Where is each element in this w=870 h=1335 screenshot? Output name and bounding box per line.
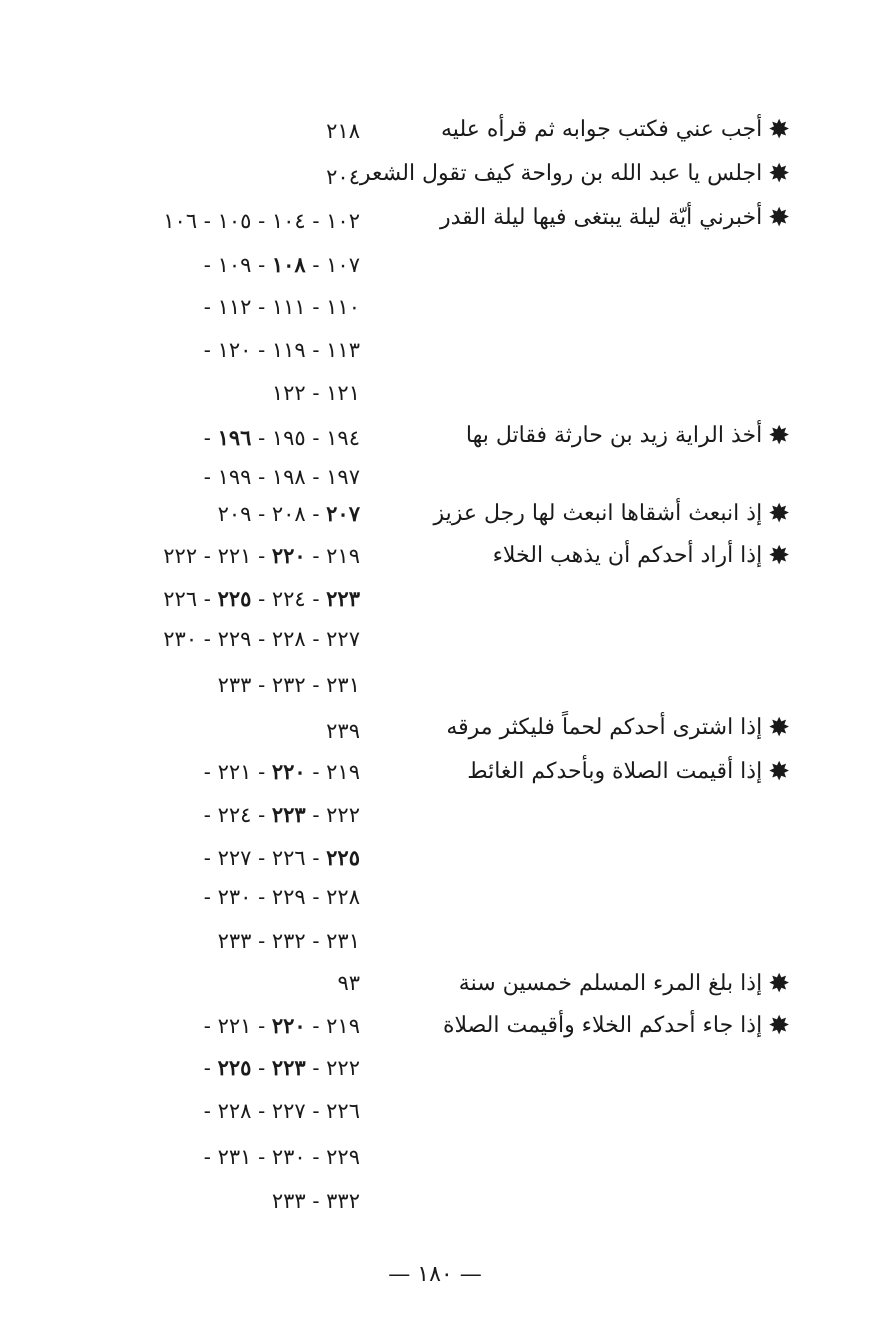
index-entry [370, 542, 790, 571]
bold-page-ref: ٢٢٣ [271, 802, 306, 827]
page-ref-line: ٢٢٩ - ٢٣٠ - ٢٣١ - [203, 1145, 360, 1169]
entry-text: إذا أراد أحدكم أن يذهب الخلاء [492, 543, 763, 568]
page-ref-line: ٢٠٧ - ٢٠٨ - ٢٠٩ [217, 501, 360, 526]
page-ref-line: ١٩٤ - ١٩٥ - ١٩٦ - [203, 425, 360, 450]
page-ref-line: ١٢١ - ١٢٢ [271, 381, 360, 405]
bold-page-ref: ١٩٦ [217, 425, 252, 450]
star-marker-icon: ✸ [768, 541, 790, 571]
page-number: — ١٨٠ — [388, 1262, 482, 1287]
index-entry [370, 714, 790, 743]
bold-page-ref: ٢٢٥ [217, 586, 252, 611]
page-ref-line: ٢٠٤ [326, 165, 360, 189]
bold-page-ref: ٢٢٥ [217, 1055, 252, 1080]
page-ref-line: ٢١٩ - ٢٢٠ - ٢٢١ - [203, 1013, 360, 1038]
star-marker-icon: ✸ [768, 969, 790, 999]
page-ref-line: ٢٢٣ - ٢٢٤ - ٢٢٥ - ٢٢٦ [163, 586, 360, 611]
bold-page-ref: ٢٢٠ [271, 759, 306, 784]
index-entry [370, 204, 790, 233]
index-entry [370, 116, 790, 145]
star-marker-icon: ✸ [768, 713, 790, 743]
page-ref-line: ٢٣١ - ٢٣٢ - ٢٣٣ [217, 929, 360, 953]
index-entry [370, 422, 790, 451]
star-marker-icon: ✸ [768, 1011, 790, 1041]
index-entry [370, 1012, 790, 1041]
page-ref-line: ٢٢٧ - ٢٢٨ - ٢٢٩ - ٢٣٠ [163, 627, 360, 651]
star-marker-icon: ✸ [768, 499, 790, 529]
entry-text: أجب عني فكتب جوابه ثم قرأه عليه [441, 117, 763, 142]
bold-page-ref: ٢٠٧ [326, 501, 360, 526]
page-ref-line: ٢٢٥ - ٢٢٦ - ٢٢٧ - [203, 845, 360, 870]
bold-page-ref: ٢٢٠ [271, 1013, 306, 1038]
bold-page-ref: ٢٢٣ [326, 586, 360, 611]
page-ref-line: ١١٠ - ١١١ - ١١٢ - [203, 295, 360, 319]
page-ref-line: ٢٢٨ - ٢٢٩ - ٢٣٠ - [203, 885, 360, 909]
entry-text: إذا اشترى أحدكم لحماً فليكثر مرقه [446, 715, 763, 740]
page-ref-line: ٩٣ [337, 971, 360, 995]
star-marker-icon: ✸ [768, 203, 790, 233]
star-marker-icon: ✸ [768, 115, 790, 145]
bold-page-ref: ٢٢٣ [271, 1055, 306, 1080]
page-ref-line: ٣٣٢ - ٢٣٣ [271, 1189, 360, 1213]
page-ref-line: ١٠٧ - ١٠٨ - ١٠٩ - [203, 252, 360, 277]
page-ref-line: ١٩٧ - ١٩٨ - ١٩٩ - [203, 465, 360, 489]
page-ref-line: ٢٣١ - ٢٣٢ - ٢٣٣ [217, 673, 360, 697]
bold-page-ref: ١٠٨ [271, 252, 306, 277]
entry-text: إذ انبعث أشقاها انبعث لها رجل عزيز [433, 501, 763, 526]
entry-text: أخبرني أيّة ليلة يبتغى فيها ليلة القدر [439, 205, 763, 230]
entry-text: إذا جاء أحدكم الخلاء وأقيمت الصلاة [442, 1013, 763, 1038]
page-ref-line: ٢١٩ - ٢٢٠ - ٢٢١ - ٢٢٢ [163, 543, 360, 568]
index-entry [370, 500, 790, 529]
bold-page-ref: ٢٢٠ [271, 543, 306, 568]
bold-page-ref: ٢٢٥ [326, 845, 360, 870]
index-entry [370, 758, 790, 787]
index-entry [359, 159, 790, 189]
entry-text: إذا أقيمت الصلاة وبأحدكم الغائط [467, 759, 763, 784]
page-ref-line: ٢٢٢ - ٢٢٣ - ٢٢٤ - [203, 802, 360, 827]
star-marker-icon: ✸ [768, 757, 790, 787]
index-entry [370, 970, 790, 999]
entry-text: إذا بلغ المرء المسلم خمسين سنة [458, 971, 763, 996]
page-ref-line: ٢١٨ [326, 119, 360, 143]
entry-text: اجلس يا عبد الله بن رواحة كيف تقول الشعر [359, 161, 763, 186]
page-ref-line: ١١٣ - ١١٩ - ١٢٠ - [203, 338, 360, 362]
star-marker-icon: ✸ [768, 421, 790, 451]
page-ref-line: ٢٢٦ - ٢٢٧ - ٢٢٨ - [203, 1099, 360, 1123]
page-ref-line: ١٠٢ - ١٠٤ - ١٠٥ - ١٠٦ [163, 209, 360, 233]
page-ref-line: ٢٢٢ - ٢٢٣ - ٢٢٥ - [203, 1055, 360, 1080]
page-ref-line: ٢٣٩ [326, 719, 360, 743]
entry-text: أخذ الراية زيد بن حارثة فقاتل بها [465, 423, 763, 448]
page-ref-line: ٢١٩ - ٢٢٠ - ٢٢١ - [203, 759, 360, 784]
star-marker-icon: ✸ [768, 159, 790, 189]
